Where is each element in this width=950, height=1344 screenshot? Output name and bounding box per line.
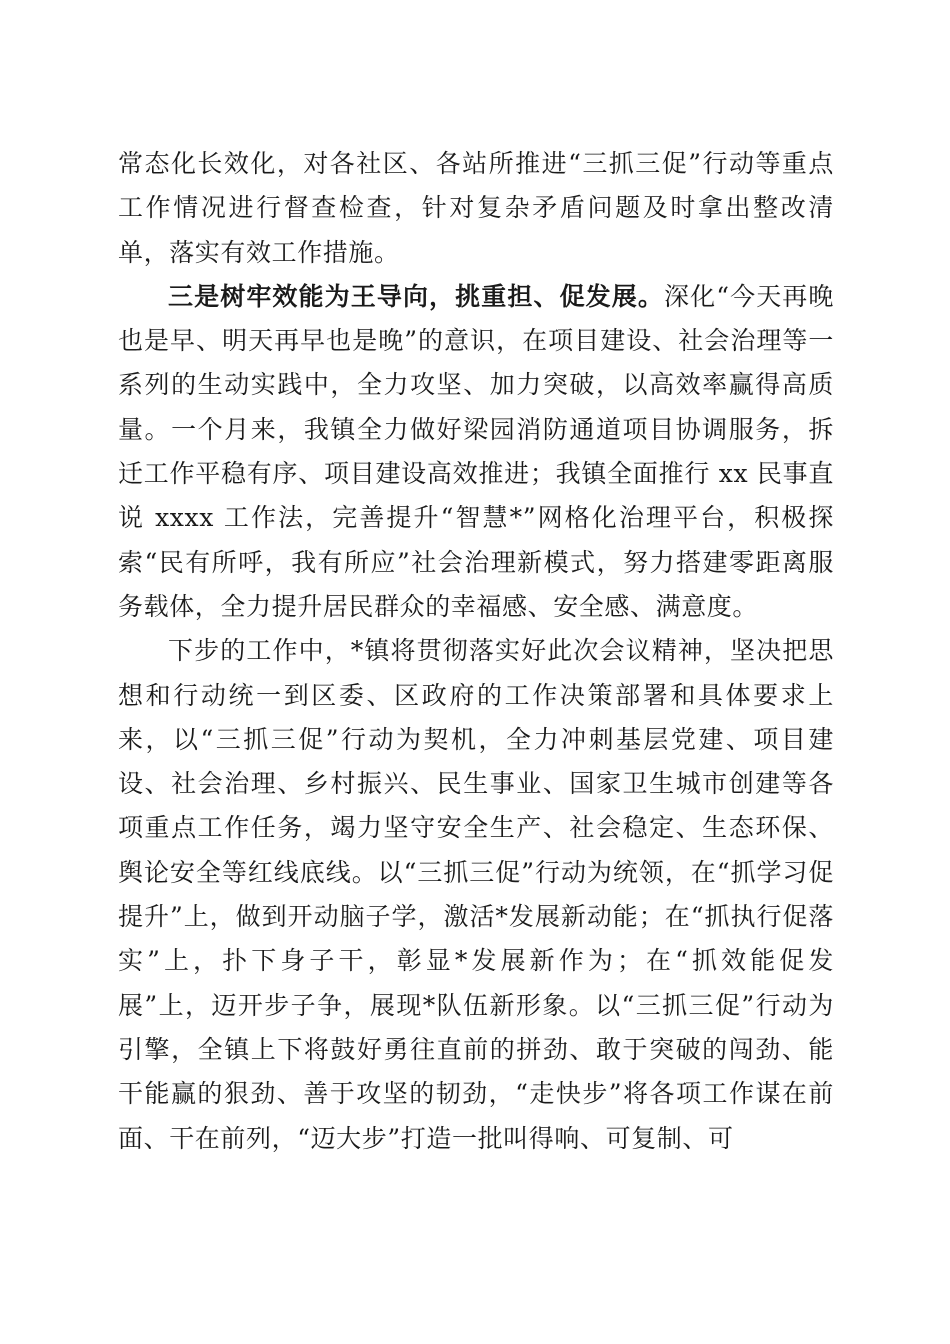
- paragraph-2-heading: 三是树牢效能为王导向，挑重担、促发展。: [168, 281, 664, 311]
- paragraph-continuation: [118, 142, 834, 275]
- body-text: [118, 142, 834, 1161]
- paragraph-next-steps: [118, 629, 834, 1161]
- paragraph-3-text: 下步的工作中，*镇将贯彻落实好此次会议精神，坚决把思想和行动统一到区委、区政府的工作决策部署和具体要求上来，以“三抓三促”行动为契机，全力冲刺基层党建、项目建设、社会治理、乡村振兴、民生事业、国家卫生城市创建等各项重点工作任务，竭力坚守安全生产、社会稳定、生态环保、舆论安全等红线底线。以“三抓三促”行动为统领，在“抓学习促提升”上，做到开动脑子学，激活*发展新动能；在“抓执行促落实”上，扑下身子干，彰显*发展新作为；在“抓效能促发展”上，迈开步子争，展现*队伍新形象。以“三抓三促”行动为引擎，全镇上下将鼓好勇往直前的拼劲、敢于突破的闯劲、能干能赢的狠劲、善于攻坚的韧劲，“走快步”将各项工作谋在前面、干在前列，“迈大步”打造一批叫得响、可复制、可: [118, 636, 834, 1153]
- paragraph-2-text: 深化“今天再晚也是早、明天再早也是晚”的意识，在项目建设、社会治理等一系列的生动实践中，全力攻坚、加力突破，以高效率赢得高质量。一个月来，我镇全力做好梁园消防通道项目协调服务，拆迁工作平稳有序、项目建设高效推进；我镇全面推行 xx 民事直说 xxxx 工作法，完善提升“智慧*”网格化治理平台，积极探索“民有所呼，我有所应”社会治理新模式，努力搭建零距离服务载体，全力提升居民群众的幸福感、安全感、满意度。: [118, 281, 835, 621]
- paragraph-1-text: 常态化长效化，对各社区、各站所推进“三抓三促”行动等重点工作情况进行督查检查，针对复杂矛盾问题及时拿出整改清单，落实有效工作措施。: [118, 149, 834, 267]
- paragraph-efficiency: [118, 275, 834, 629]
